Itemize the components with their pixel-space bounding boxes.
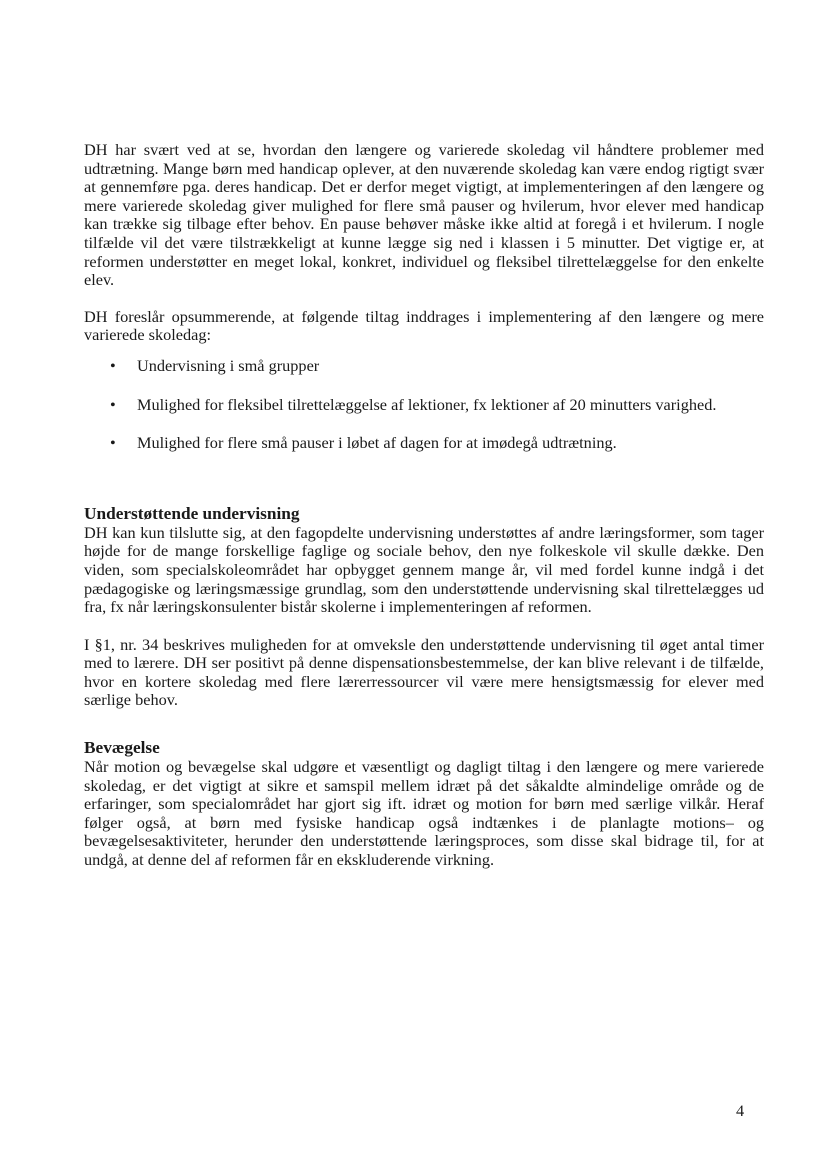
bullet-icon: • — [110, 433, 116, 453]
page-number: 4 — [736, 1101, 745, 1120]
heading-bevaegelse: Bevægelse — [84, 738, 160, 758]
proposal-bullet-list — [84, 357, 764, 453]
paragraph-summary-intro: DH foreslår opsummerende, at følgende tiltag inddrages i implementering af den længere og mere varierede skoledag: — [84, 306, 764, 345]
bullet-item — [84, 396, 764, 415]
paragraph-bevaegelse: Når motion og bevægelse skal udgøre et væsentligt og dagligt tiltag i den længere og mere varierede skoledag, er det vigtigt at sikre et samspil mellem idræt på det såkaldte almindelige område og de erfaringer, som specialområdet har gjort sig ift. idræt og motion for børn med særlige vilkår. Heraf følger også, at børn med fysiske handicap også indtænkes i de planlagte motions– og bevægelsesaktiviteter, herunder den understøttende læringsproces, som disse skal bidrage til, for at undgå, at denne del af reformen får en ekskluderende virkning. — [84, 757, 764, 870]
heading-understoettende-undervisning: Understøttende undervisning — [84, 503, 300, 523]
bullet-text: Mulighed for flere små pauser i løbet af dagen for at imødegå udtrætning. — [137, 433, 617, 453]
bullet-icon: • — [110, 394, 116, 414]
bullet-text: Mulighed for fleksibel tilrettelæggelse af lektioner, fx lektioner af 20 minutters varighed. — [137, 394, 717, 414]
paragraph-udtraetning: DH har svært ved at se, hvordan den længere og varierede skoledag vil håndtere problemer med udtrætning. Mange børn med handicap oplever, at den nuværende skoledag kan være endog rigtigt svær at gennemføre pga. deres handicap. Det er derfor meget vigtigt, at implementeringen af den længere og mere varierede skoledag giver mulighed for flere små pauser og hvilerum, hvor elever med handicap kan trække sig tilbage efter behov. En pause behøver måske ikke altid at foregå i et hvilerum. I nogle tilfælde vil det være tilstrækkeligt at kunne lægge sig ned i klassen i 5 minutter. Det vigtige er, at reformen understøtter en meget lokal, konkret, individuel og fleksibel tilrettelæggelse for den enkelte elev. — [84, 140, 764, 290]
bullet-item — [84, 434, 764, 453]
paragraph-understoettende-2: I §1, nr. 34 beskrives muligheden for at omveksle den understøttende undervisning til øget antal timer med to lærere. DH ser positivt på denne dispensationsbestemmelse, der kan blive relevant i de tilfælde, hvor en kortere skoledag med flere lærerressourcer vil være mere hensigtsmæssig for elever med særlige behov. — [84, 634, 764, 710]
document-body — [84, 141, 764, 870]
bullet-text: Undervisning i små grupper — [137, 355, 320, 375]
paragraph-understoettende-1: DH kan kun tilslutte sig, at den fagopdelte undervisning understøttes af andre læringsformer, som tager højde for de mange forskellige faglige og sociale behov, den nye folkeskole vil skulle dække. Den viden, som specialskoleområdet har opbygget gennem mange år, vil med fordel kunne indgå i det pædagogiske og læringsmæssige grundlag, som den understøttende undervisning skal tilrettelægges ud fra, fx når læringskonsulenter bistår skolerne i implementeringen af reformen. — [84, 522, 764, 617]
bullet-item — [84, 357, 764, 376]
bullet-icon: • — [110, 355, 116, 375]
